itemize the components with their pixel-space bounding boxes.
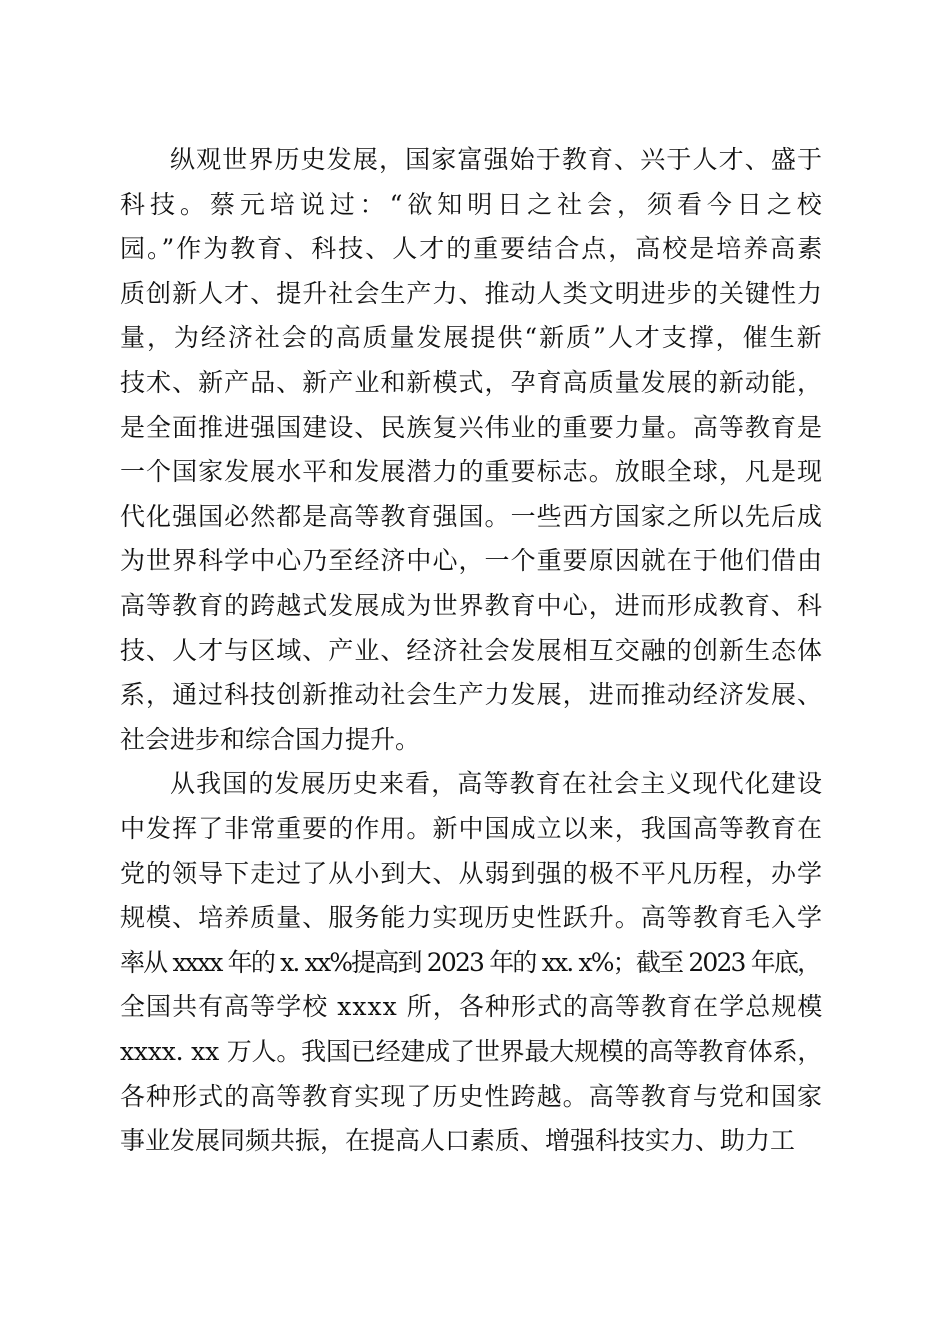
text-line: 一个国家发展水平和发展潜力的重要标志。放眼全球，凡是现 [120, 457, 824, 487]
text-line: 系，通过科技创新推动社会生产力发展，进而推动经济发展、 [120, 680, 824, 710]
text-line: 全国共有高等学校 xxxx 所，各种形式的高等教育在学总规模 [120, 992, 824, 1022]
text-line: 是全面推进强国建设、民族复兴伟业的重要力量。高等教育是 [120, 412, 824, 442]
text-line: 各种形式的高等教育实现了历史性跨越。高等教育与党和国家 [120, 1081, 824, 1111]
text-line: xxxx. xx 万人。我国已经建成了世界最大规模的高等教育体系， [120, 1037, 823, 1066]
text-line: 中发挥了非常重要的作用。新中国成立以来，我国高等教育在 [120, 814, 824, 843]
text-line: 从我国的发展历史来看，高等教育在社会主义现代化建设 [170, 769, 824, 799]
text-line: 代化强国必然都是高等教育强国。一些西方国家之所以先后成 [120, 501, 824, 531]
text-line: 技术、新产品、新产业和新模式，孕育高质量发展的新动能， [120, 368, 824, 397]
text-line: 高等教育的跨越式发展成为世界教育中心，进而形成教育、科 [120, 591, 824, 620]
text-line: 质创新人才、提升社会生产力、推动人类文明进步的关键性力 [120, 278, 824, 308]
text-line: 量，为经济社会的高质量发展提供“新质”人才支撑，催生新 [120, 323, 824, 353]
text-line: 规模、培养质量、服务能力实现历史性跃升。高等教育毛入学 [120, 903, 824, 933]
text-line: 党的领导下走过了从小到大、从弱到强的极不平凡历程，办学 [120, 858, 824, 888]
text-line: 事业发展同频共振，在提高人口素质、增强科技实力、助力工 [120, 1126, 796, 1156]
text-line: 技、人才与区域、产业、经济社会发展相互交融的创新生态体 [120, 635, 824, 665]
text-line: 园。”作为教育、科技、人才的重要结合点，高校是培养高素 [120, 234, 825, 264]
text-line: 率从 xxxx 年的 x. xx%提高到 2023 年的 xx. x%；截至 2023 年底， [120, 947, 821, 977]
text-line: 社会进步和综合国力提升。 [120, 724, 421, 754]
text-line: 为世界科学中心乃至经济中心，一个重要原因就在于他们借由 [120, 546, 824, 576]
text-line: 纵观世界历史发展，国家富强始于教育、兴于人才、盛于 [170, 145, 824, 174]
text-line: 科技。蔡元培说过：“欲知明日之社会，须看今日之校 [120, 189, 827, 219]
